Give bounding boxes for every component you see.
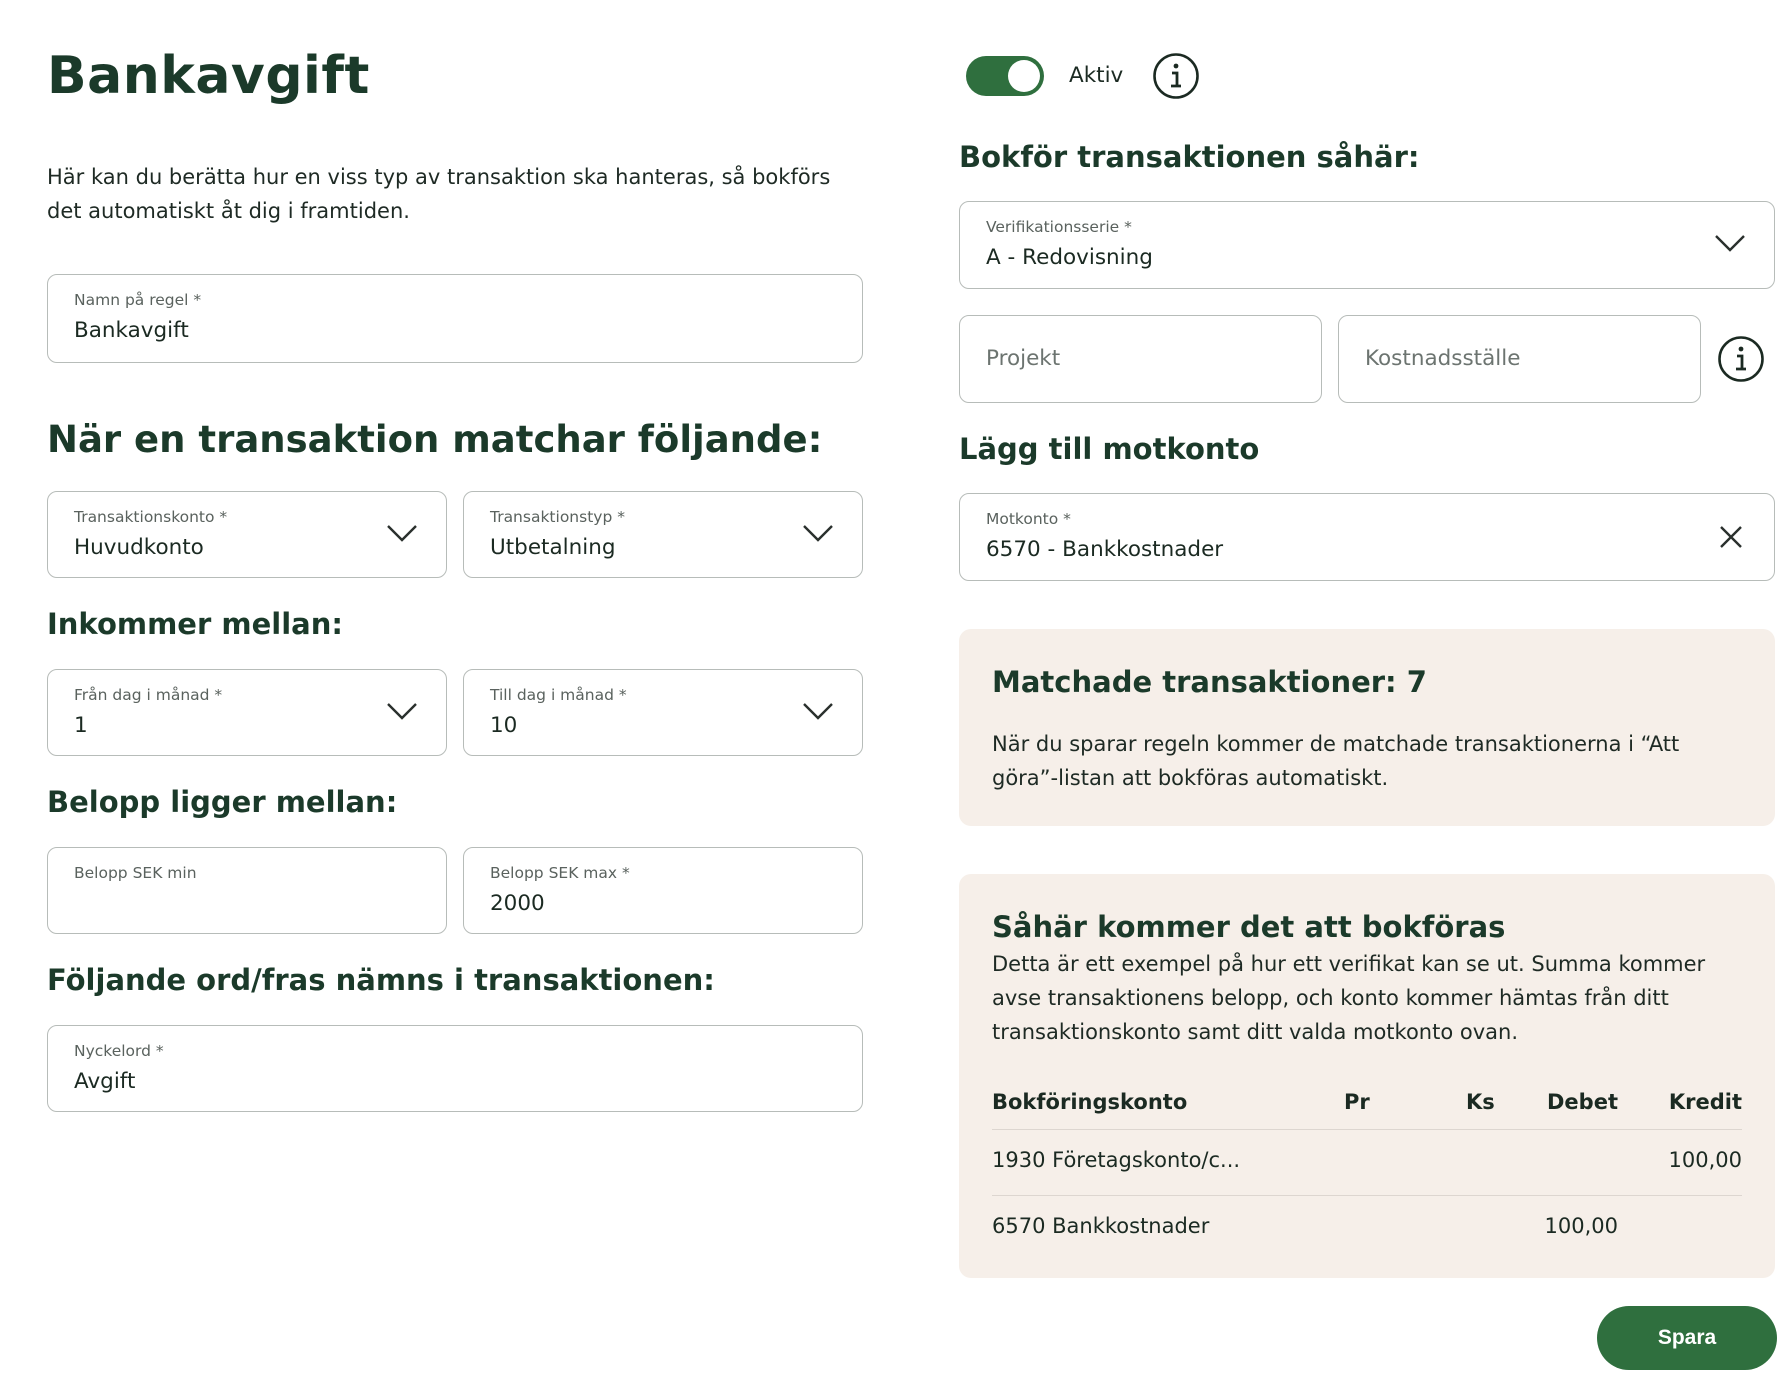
toggle-knob	[1008, 60, 1040, 92]
info-icon[interactable]	[1152, 52, 1200, 100]
clear-icon[interactable]	[1718, 524, 1744, 550]
col-pr-header: Pr	[1344, 1090, 1370, 1114]
row-debet: 100,00	[1544, 1214, 1618, 1238]
table-row	[992, 1130, 1742, 1196]
from-day-value: 1	[74, 713, 88, 738]
cost-center-input[interactable]	[1338, 315, 1701, 403]
amount-min-input[interactable]	[47, 847, 447, 934]
keyword-heading: Följande ord/fras nämns i transaktionen:	[47, 963, 715, 997]
table-header	[992, 1072, 1742, 1130]
save-button[interactable]: Spara	[1597, 1306, 1777, 1370]
counter-account-label: Motkonto *	[986, 510, 1071, 528]
rule-name-field[interactable]	[47, 274, 863, 363]
transaction-account-label: Transaktionskonto *	[74, 508, 228, 526]
amount-max-label: Belopp SEK max *	[490, 864, 630, 882]
row-kredit: 100,00	[1668, 1148, 1742, 1172]
transaction-account-select[interactable]	[47, 491, 447, 578]
col-ks-header: Ks	[1466, 1090, 1495, 1114]
page-intro: Här kan du berätta hur en viss typ av transaktion ska hanteras, så bokförs det automatiskt åt dig i framtiden.	[47, 165, 831, 223]
chevron-down-icon[interactable]	[802, 700, 834, 722]
series-select[interactable]	[959, 201, 1775, 289]
counter-account-select[interactable]	[959, 493, 1775, 581]
matched-title: Matchade transaktioner: 7	[992, 665, 1427, 699]
page-title: Bankavgift	[47, 46, 370, 106]
col-kredit-header: Kredit	[1668, 1090, 1742, 1114]
table-row	[992, 1196, 1742, 1262]
keyword-value: Avgift	[74, 1069, 136, 1094]
example-text: Detta är ett exempel på hur ett verifikat kan se ut. Summa kommer avse transaktionens belopp, och konto kommer hämtas från ditt transaktionskonto samt ditt valda motkonto ovan.	[992, 952, 1706, 1044]
chevron-down-icon[interactable]	[1714, 232, 1746, 254]
counter-account-value: 6570 - Bankkostnader	[986, 537, 1224, 562]
matched-text: När du sparar regeln kommer de matchade transaktionerna i “Att göra”-listan att bokföras automatiskt.	[992, 732, 1680, 790]
matched-card	[959, 629, 1775, 826]
booking-heading: Bokför transaktionen såhär:	[959, 140, 1420, 174]
amount-max-value: 2000	[490, 891, 545, 916]
from-day-select[interactable]	[47, 669, 447, 756]
to-day-label: Till dag i månad *	[490, 686, 627, 704]
series-value: A - Redovisning	[986, 245, 1153, 270]
project-placeholder: Projekt	[986, 346, 1061, 371]
arrives-heading: Inkommer mellan:	[47, 607, 343, 641]
counter-account-heading: Lägg till motkonto	[959, 432, 1260, 466]
chevron-down-icon[interactable]	[802, 522, 834, 544]
amount-heading: Belopp ligger mellan:	[47, 785, 398, 819]
info-icon[interactable]	[1717, 335, 1765, 383]
keyword-input[interactable]	[47, 1025, 863, 1112]
match-heading: När en transaktion matchar följande:	[47, 418, 823, 461]
keyword-label: Nyckelord *	[74, 1042, 164, 1060]
rule-name-label: Namn på regel *	[74, 291, 202, 309]
chevron-down-icon[interactable]	[386, 522, 418, 544]
row-konto: 1930 Företagskonto/c...	[992, 1148, 1241, 1172]
amount-max-input[interactable]	[463, 847, 863, 934]
active-label: Aktiv	[1069, 63, 1124, 88]
project-input[interactable]	[959, 315, 1322, 403]
row-konto: 6570 Bankkostnader	[992, 1214, 1210, 1238]
amount-min-label: Belopp SEK min	[74, 864, 197, 882]
rule-name-value: Bankavgift	[74, 318, 189, 343]
col-debet-header: Debet	[1547, 1090, 1618, 1114]
to-day-value: 10	[490, 713, 518, 738]
transaction-type-label: Transaktionstyp *	[490, 508, 625, 526]
cost-center-placeholder: Kostnadsställe	[1365, 346, 1521, 371]
transaction-type-value: Utbetalning	[490, 535, 616, 560]
transaction-type-select[interactable]	[463, 491, 863, 578]
example-title: Såhär kommer det att bokföras	[992, 910, 1506, 944]
series-label: Verifikationsserie *	[986, 218, 1132, 236]
transaction-account-value: Huvudkonto	[74, 535, 204, 560]
col-konto-header: Bokföringskonto	[992, 1090, 1188, 1114]
from-day-label: Från dag i månad *	[74, 686, 223, 704]
example-voucher-table	[992, 1072, 1742, 1262]
active-toggle[interactable]	[966, 56, 1044, 96]
chevron-down-icon[interactable]	[386, 700, 418, 722]
to-day-select[interactable]	[463, 669, 863, 756]
